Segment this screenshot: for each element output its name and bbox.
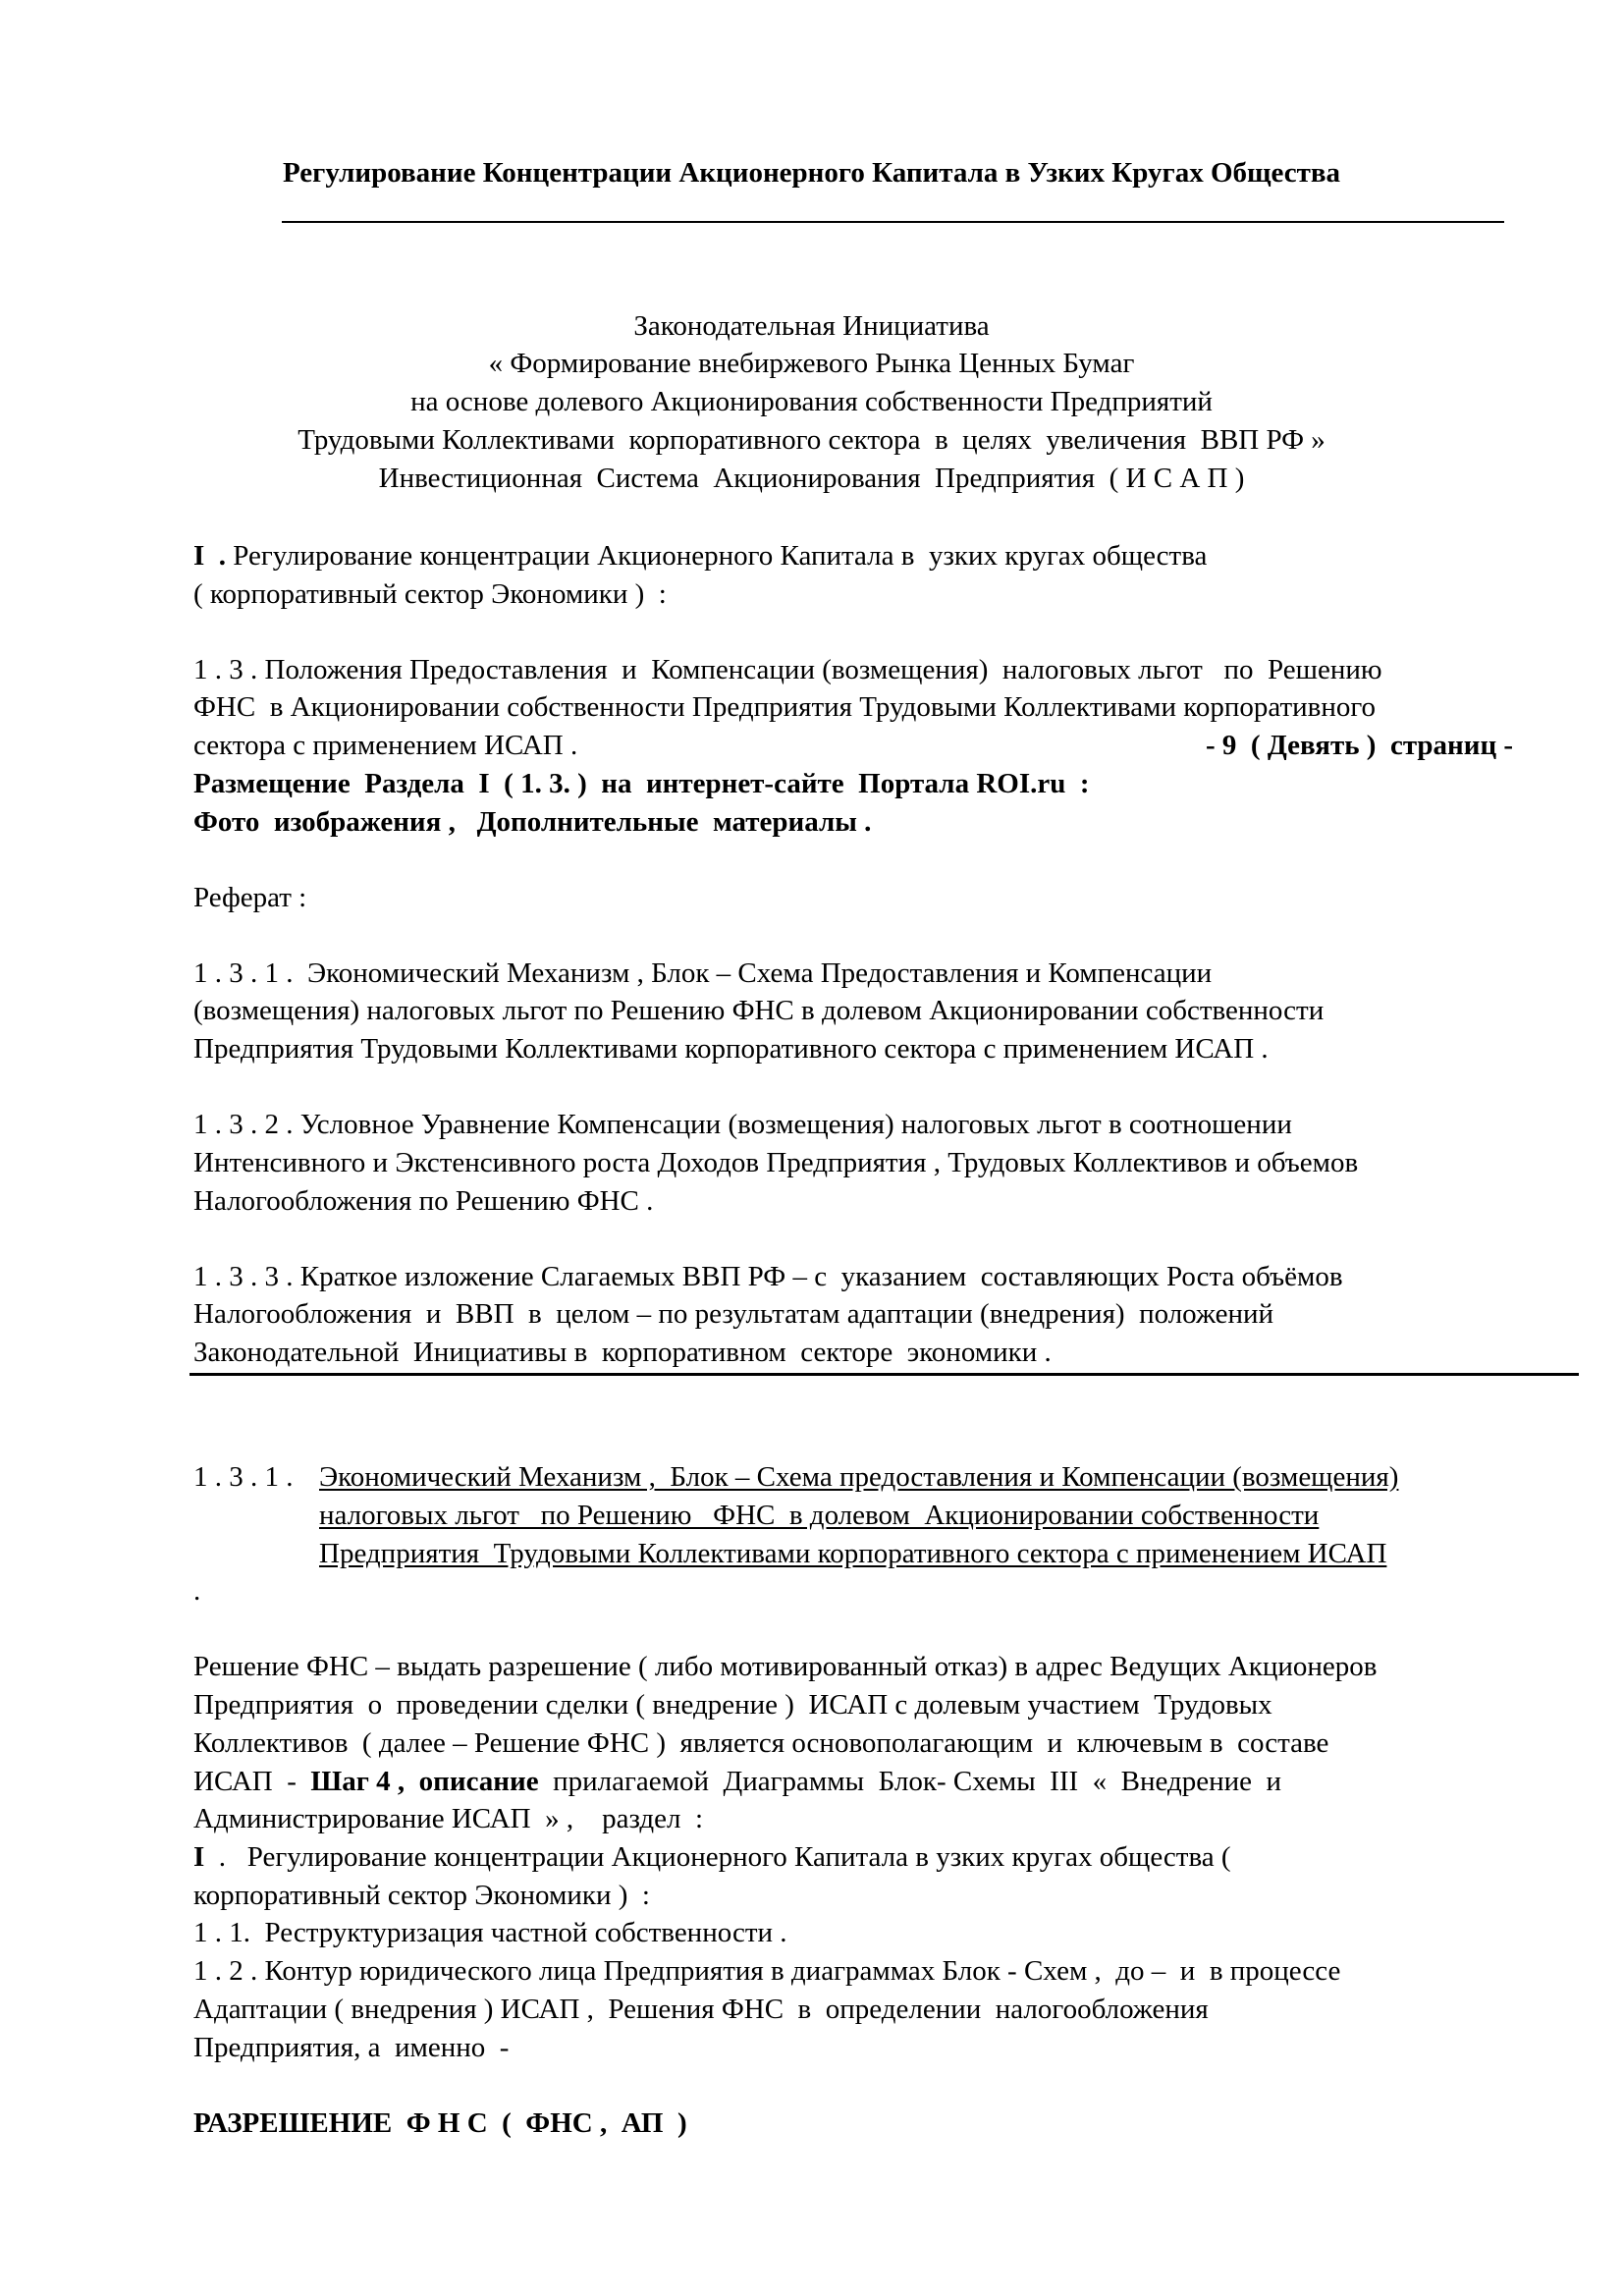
body-p2-text: . Регулирование концентрации Акционерного Капитала в узких кругах общества ( — [204, 1841, 1231, 1873]
body-p1-line-4-a: ИСАП - — [193, 1766, 311, 1797]
body-p1-line-5: Администрирование ИСАП » , раздел : — [193, 1803, 704, 1834]
page-count: - 9 ( Девять ) страниц - — [1206, 730, 1514, 761]
initiative-line-1: Законодательная Инициатива — [633, 310, 990, 342]
body-p4-line-2: Адаптации ( внедрения ) ИСАП , Решения ФНС в определении налогообложения — [193, 1994, 1209, 2025]
body-p2-line-2: корпоративный сектор Экономики ) : — [193, 1880, 650, 1911]
body-p1-line-3: Коллективов ( далее – Решение ФНС ) является основополагающим и ключевым в составе — [193, 1727, 1329, 1759]
body-p2-number: I — [193, 1841, 205, 1873]
fns-permission-heading: РАЗРЕШЕНИЕ Ф Н С ( ФНС , АП ) — [193, 2107, 687, 2139]
section-1-title: Регулирование концентрации Акционерного Капитала в узких кругах общества — [226, 540, 1208, 572]
publication-note: Размещение Раздела I ( 1. 3. ) на интернет-сайте Портала ROI.ru : — [193, 768, 1090, 799]
body-p1-line-2: Предприятия о проведении сделки ( внедрение ) ИСАП с долевым участием Трудовых — [193, 1689, 1272, 1721]
sec-13-line-2: ФНС в Акционировании собственности Предприятия Трудовыми Коллективами корпоративного — [193, 691, 1377, 723]
body-p2-line-1 — [193, 1839, 1231, 1875]
section-1-number: I . — [193, 540, 227, 572]
page-title: Регулирование Концентрации Акционерного Капитала в Узких Кругах Общества — [282, 157, 1341, 189]
abstract-item-3-line-3: Законодательной Инициативы в корпоративном секторе экономики . — [193, 1337, 1052, 1368]
initiative-line-4: Трудовыми Коллективами корпоративного сектора в целях увеличения ВВП РФ » — [298, 424, 1325, 456]
body-p1-line-4 — [193, 1764, 1281, 1799]
body-p4-line-1: 1 . 2 . Контур юридического лица Предприятия в диаграммах Блок - Схем , до – и в процессе — [193, 1955, 1341, 1987]
section-divider — [189, 1373, 1579, 1376]
abstract-item-3-line-2: Налогообложения и ВВП в целом – по результатам адаптации (внедрения) положений — [193, 1298, 1274, 1330]
section-1-heading — [193, 538, 1207, 574]
initiative-line-2: « Формирование внебиржевого Рынка Ценных Бумаг — [488, 348, 1135, 379]
section-1-subtitle: ( корпоративный сектор Экономики ) : — [193, 578, 667, 610]
initiative-line-3: на основе долевого Акционирования собственности Предприятий — [410, 386, 1213, 417]
initiative-line-5: Инвестиционная Система Акционирования Предприятия ( И С А П ) — [378, 463, 1245, 494]
body-p4-line-3: Предприятия, а именно - — [193, 2032, 510, 2063]
abstract-item-1-line-2: (возмещения) налоговых льгот по Решению ФНС в долевом Акционировании собственности — [193, 995, 1325, 1026]
section-131-title-line-2: налоговых льгот по Решению ФНС в долевом Акционировании собственности — [319, 1500, 1320, 1531]
body-p1-line-1: Решение ФНС – выдать разрешение ( либо мотивированный отказ) в адрес Ведущих Акционеров — [193, 1651, 1378, 1682]
abstract-item-1-line-3: Предприятия Трудовыми Коллективами корпоративного сектора с применением ИСАП . — [193, 1033, 1269, 1065]
title-underline — [282, 221, 1504, 223]
body-p1-line-4-c: прилагаемой Диаграммы Блок- Схемы III « Внедрение и — [538, 1766, 1282, 1797]
step-4-emphasis: Шаг 4 , описание — [310, 1766, 539, 1797]
sec-13-line-3: сектора с применением ИСАП . — [193, 730, 578, 761]
sec-13-line-1: 1 . 3 . Положения Предоставления и Компенсации (возмещения) налоговых льгот по Решению — [193, 654, 1382, 685]
abstract-item-2-line-1: 1 . 3 . 2 . Условное Уравнение Компенсации (возмещения) налоговых льгот в соотношении — [193, 1109, 1292, 1140]
materials-note: Фото изображения , Дополнительные материалы . — [193, 806, 872, 838]
abstract-item-2-line-2: Интенсивного и Экстенсивного роста Доходов Предприятия , Трудовых Коллективов и объемов — [193, 1147, 1359, 1178]
abstract-item-2-line-3: Налогообложения по Решению ФНС . — [193, 1185, 654, 1217]
body-p3: 1 . 1. Реструктуризация частной собственности . — [193, 1917, 787, 1948]
section-131-title-line-1: Экономический Механизм , Блок – Схема предоставления и Компенсации (возмещения) — [319, 1461, 1399, 1493]
section-131-dot: . — [193, 1575, 201, 1607]
section-131-title-line-3: Предприятия Трудовыми Коллективами корпоративного сектора с применением ИСАП — [319, 1538, 1387, 1569]
abstract-item-3-line-1: 1 . 3 . 3 . Краткое изложение Слагаемых ВВП РФ – с указанием составляющих Роста объёмов — [193, 1261, 1343, 1292]
abstract-label: Реферат : — [193, 882, 307, 913]
abstract-item-1-line-1: 1 . 3 . 1 . Экономический Механизм , Блок – Схема Предоставления и Компенсации — [193, 957, 1213, 989]
section-131-number: 1 . 3 . 1 . — [193, 1461, 294, 1493]
